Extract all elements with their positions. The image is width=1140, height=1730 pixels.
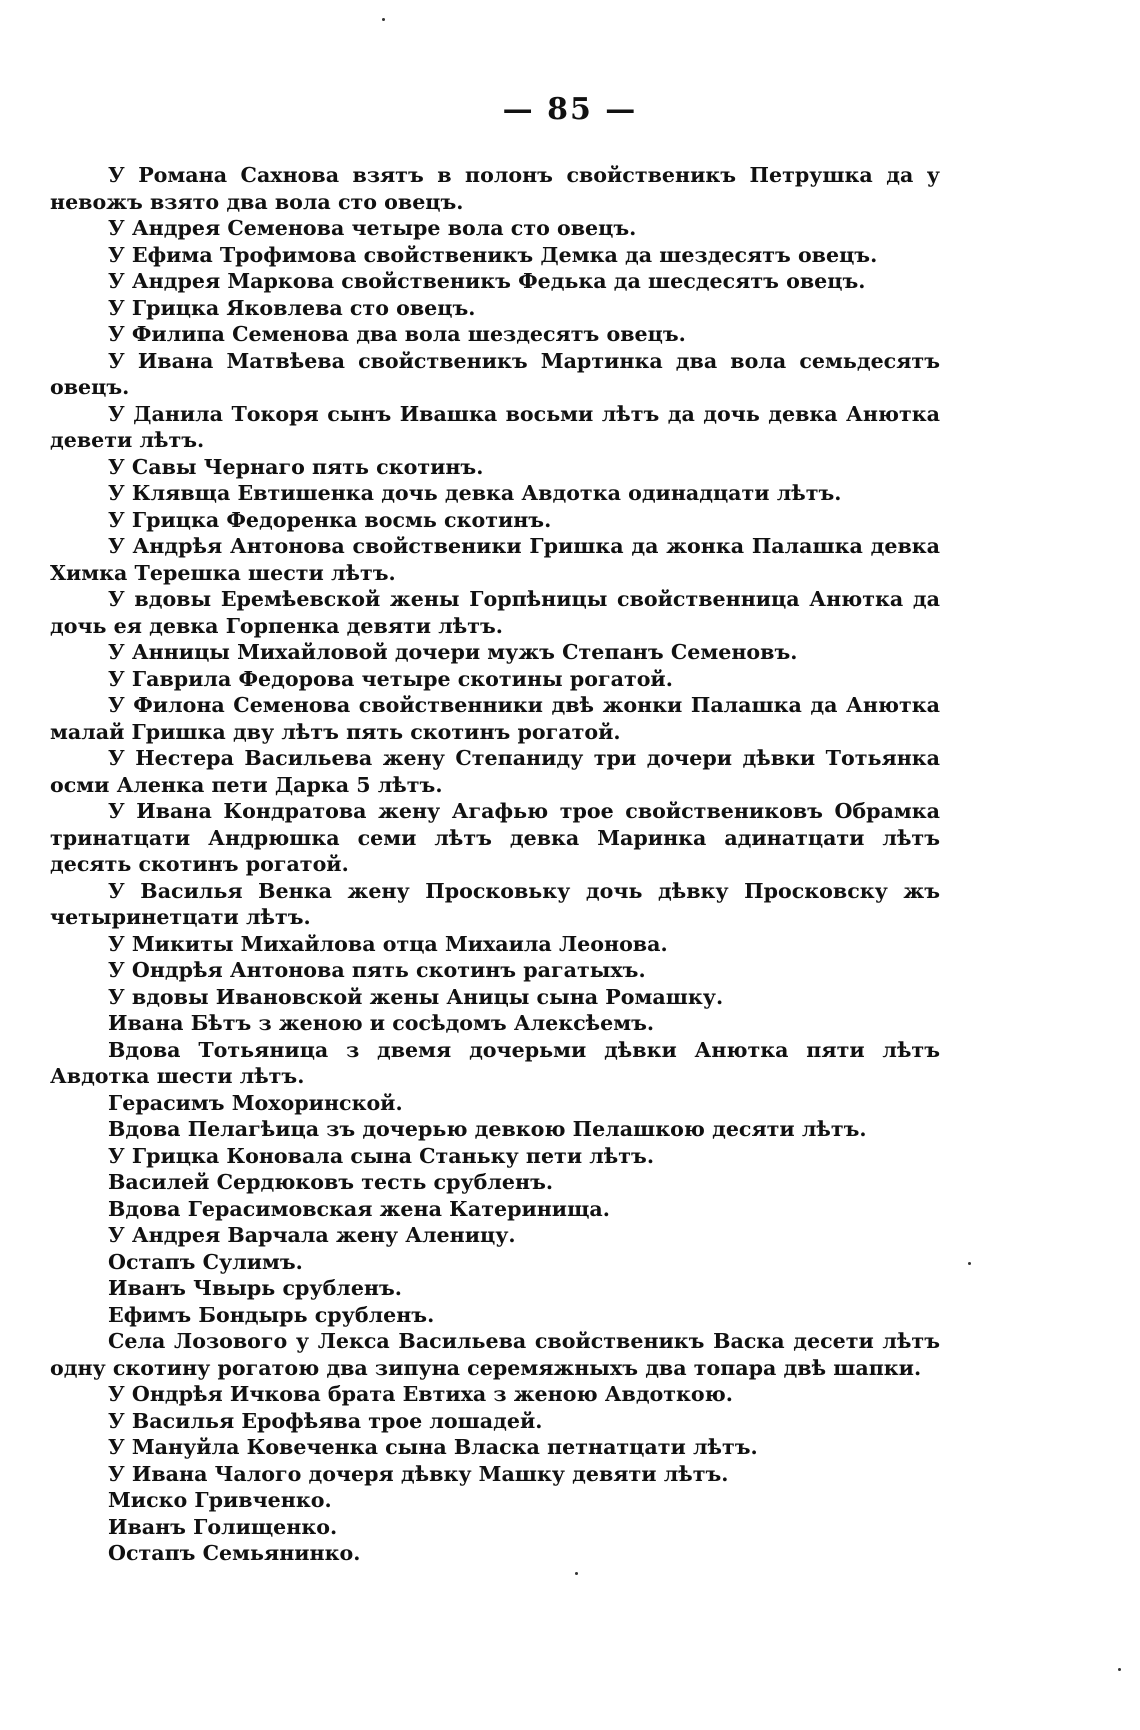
entry-paragraph: Вдова Пелагѣица зъ дочерью девкою Пелашкою десяти лѣтъ. [108, 1117, 867, 1141]
entry-paragraph: У Микиты Михайлова отца Михаила Леонова. [108, 931, 668, 956]
entry-paragraph: У Грицка Коновала сына Станьку пети лѣтъ. [108, 1143, 654, 1168]
entry-paragraph: У Филипа Семенова два вола шездесятъ овецъ. [108, 322, 686, 346]
entry-paragraph: У Савы Чернаго пять скотинъ. [108, 454, 484, 479]
entry-paragraph: У Нестера Васильева жену Степаниду три дочери дѣвки Тотьянка осми Аленка пети Дарка 5 лѣтъ. [50, 746, 940, 797]
entry-paragraph: У Ондрѣя Ичкова брата Евтиха з женою Авдоткою. [108, 1382, 733, 1406]
entry-paragraph: У Анницы Михайловой дочери мужъ Степанъ Семеновъ. [108, 640, 798, 664]
entry-paragraph: У Клявща Евтишенка дочь девка Авдотка одинадцати лѣтъ. [108, 481, 842, 505]
entry-paragraph: У Василья Ерофѣява трое лошадей. [108, 1408, 543, 1433]
entry-paragraph: У Филона Семенова свойственники двѣ жонки Палашка да Анютка малай Гришка дву лѣтъ пять скотинъ рогатой. [50, 693, 940, 744]
entry-paragraph: Ивана Бѣтъ з женою и сосѣдомъ Алексѣемъ. [108, 1011, 655, 1035]
scan-speck [968, 1262, 971, 1265]
entry-paragraph: Ефимъ Бондырь срубленъ. [108, 1302, 435, 1327]
scan-speck [1118, 1668, 1121, 1671]
entry-paragraph: У Ивана Чалого дочеря дѣвку Машку девяти лѣтъ. [108, 1461, 729, 1486]
entry-paragraph: У Ондрѣя Антонова пять скотинъ рагатыхъ. [108, 958, 646, 982]
entry-paragraph: Вдова Герасимовская жена Катеринища. [108, 1196, 610, 1221]
document-body [50, 162, 940, 1567]
entry-paragraph: У Андрея Маркова свойственикъ Федька да шесдесятъ овецъ. [108, 269, 866, 293]
entry-paragraph: У Ивана Матвѣева свойственикъ Мартинка два вола семьдесятъ овецъ. [50, 348, 940, 399]
entry-paragraph: Иванъ Чвырь срубленъ. [108, 1276, 402, 1300]
entry-paragraph: У Романа Сахнова взятъ в полонъ свойственикъ Петрушка да у невожъ взято два вола сто овецъ. [50, 163, 940, 214]
entry-paragraph: У Гаврила Федорова четыре скотины рогатой. [108, 666, 673, 691]
entry-paragraph: У вдовы Еремѣевской жены Горпѣницы свойственница Анютка да дочь ея девка Горпенка девяти лѣтъ. [50, 587, 940, 638]
entry-paragraph: Села Лозового у Лекса Васильева свойственикъ Васка десети лѣтъ одну скотину рогатою два зипуна серемяжныхъ два топара двѣ шапки. [50, 1329, 940, 1380]
entry-paragraph: Остапъ Семьянинко. [108, 1541, 361, 1565]
entry-paragraph: Иванъ Голищенко. [108, 1514, 338, 1539]
scan-speck [575, 1572, 578, 1575]
entry-paragraph: Миско Гривченко. [108, 1488, 332, 1512]
entry-paragraph: У Грицка Федоренка восмь скотинъ. [108, 507, 552, 532]
scan-speck [382, 18, 385, 21]
entry-paragraph: У Ивана Кондратова жену Агафью трое свойствениковъ Обрамка тринатцати Андрюшка семи лѣтъ девка Маринка адинатцати лѣтъ десять скотинъ рогатой. [50, 799, 940, 876]
entry-paragraph: У Василья Венка жену Просковьку дочь дѣвку Просковску жъ четыринетцати лѣтъ. [50, 878, 940, 929]
entry-paragraph: У Данила Токоря сынъ Ивашка восьми лѣтъ да дочь девка Анютка девети лѣтъ. [50, 401, 940, 452]
entry-paragraph: У Андрея Варчала жену Аленицу. [108, 1223, 516, 1247]
entry-paragraph: Остапъ Сулимъ. [108, 1249, 303, 1274]
entry-paragraph: У Андрѣя Антонова свойственики Гришка да жонка Палашка девка Химка Терешка шести лѣтъ. [50, 534, 940, 585]
entry-paragraph: У Ефима Трофимова свойственикъ Демка да шездесятъ овецъ. [108, 242, 878, 267]
entry-paragraph: Вдова Тотьяница з двемя дочерьми дѣвки Анютка пяти лѣтъ Авдотка шести лѣтъ. [50, 1037, 940, 1088]
entry-paragraph: Герасимъ Мохоринской. [108, 1090, 403, 1115]
entry-paragraph: У Андрея Семенова четыре вола сто овецъ. [108, 216, 637, 240]
entry-paragraph: У Мануйла Ковеченка сына Власка петнатцати лѣтъ. [108, 1435, 758, 1459]
entry-paragraph: Василей Сердюковъ тесть срубленъ. [108, 1170, 554, 1194]
entry-paragraph: У Грицка Яковлева сто овецъ. [108, 295, 476, 320]
page-number: — 85 — [502, 92, 638, 127]
entry-paragraph: У вдовы Ивановской жены Аницы сына Ромашку. [108, 984, 724, 1009]
